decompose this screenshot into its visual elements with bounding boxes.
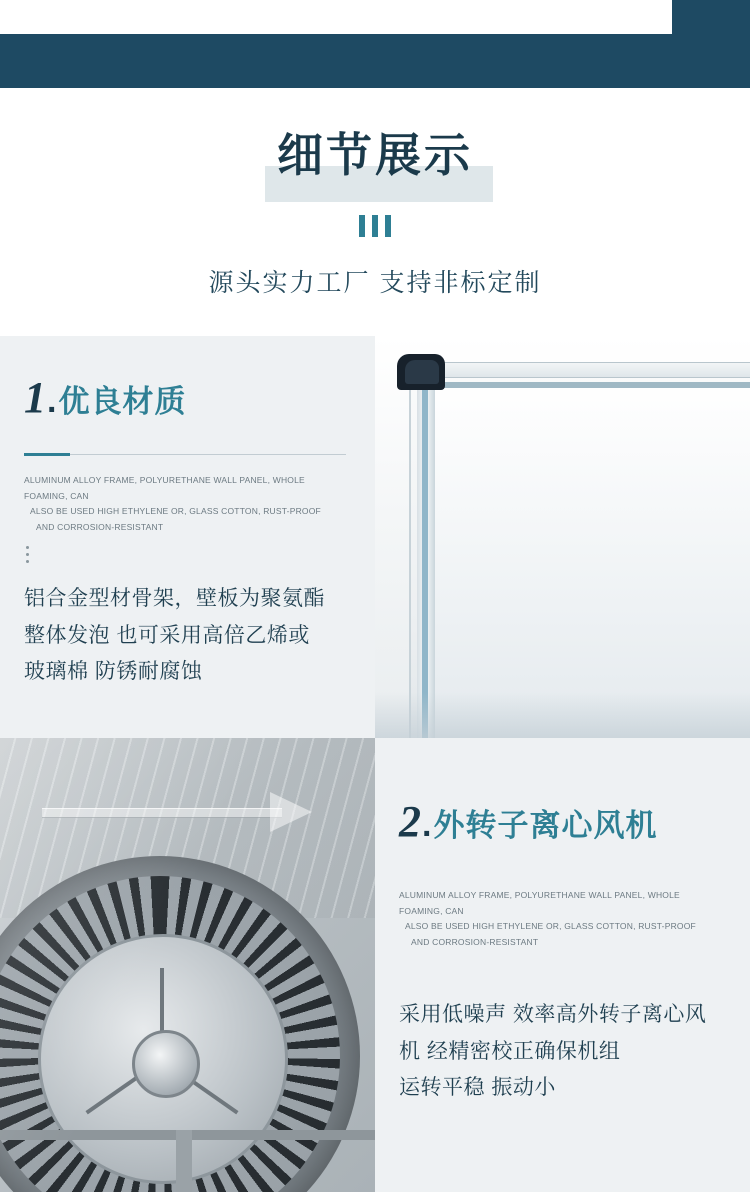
fan-photo-gloss	[0, 738, 375, 1192]
section-body-text	[399, 997, 726, 1107]
section-title: 外转子离心风机	[433, 808, 658, 843]
panel-photo-graphic	[375, 336, 750, 738]
section-material-heading	[24, 373, 347, 422]
top-banner-white-block	[0, 0, 672, 34]
aluminum-frame-panel-photo	[375, 336, 750, 738]
section-fan-heading	[399, 797, 726, 846]
section-fan	[0, 738, 750, 1192]
dot-3	[26, 560, 29, 563]
panel-bottom-shadow	[375, 692, 750, 738]
section-number: 1	[24, 373, 46, 422]
body-line-2: 整体发泡 也可采用高倍乙烯或	[24, 623, 310, 647]
page-title: 细节展示	[277, 129, 473, 181]
section-english-text	[399, 888, 726, 951]
section-title: 优良材质	[58, 384, 187, 419]
section-number: 2	[399, 797, 421, 846]
english-line-3: AND CORROSION-RESISTANT	[411, 937, 539, 948]
section-number-dot: .	[47, 382, 57, 420]
vertical-dots-decoration	[26, 546, 347, 563]
bar-2	[372, 215, 378, 237]
section-body-text	[24, 581, 347, 691]
title-wrap	[277, 130, 473, 181]
body-line-3: 玻璃棉 防锈耐腐蚀	[24, 660, 203, 684]
dot-2	[26, 553, 29, 556]
section-english-text	[24, 473, 347, 536]
dot-1	[26, 546, 29, 549]
fan-photo-graphic	[0, 738, 375, 1192]
decorative-bars	[0, 215, 750, 237]
bar-3	[385, 215, 391, 237]
section-divider	[24, 454, 346, 455]
panel-shade	[435, 388, 750, 738]
english-line-2: ALSO BE USED HIGH ETHYLENE OR, GLASS COTTON, RUST-PROOF	[405, 921, 696, 932]
page-subtitle: 源头实力工厂 支持非标定制	[208, 268, 542, 297]
panel-top-rail-blue	[409, 382, 750, 388]
panel-vertical-blue-strip	[422, 380, 428, 738]
body-line-3: 运转平稳 振动小	[399, 1076, 556, 1100]
section-number-dot: .	[422, 806, 432, 844]
section-material	[0, 336, 750, 738]
body-line-1: 采用低噪声 效率高外转子离心风	[399, 1002, 707, 1026]
header	[0, 88, 750, 336]
bar-1	[359, 215, 365, 237]
body-line-1: 铝合金型材骨架，壁板为聚氨酯	[24, 586, 325, 610]
section-fan-text	[375, 738, 750, 1192]
english-line-3: AND CORROSION-RESISTANT	[36, 522, 164, 533]
top-banner-strip	[0, 0, 750, 88]
panel-top-rail	[409, 362, 750, 378]
top-banner-dark-edge	[672, 0, 750, 34]
centrifugal-fan-photo	[0, 738, 375, 1192]
panel-corner-joint-inner	[405, 360, 439, 384]
body-line-2: 机 经精密校正确保机组	[399, 1039, 621, 1063]
english-line-1: ALUMINUM ALLOY FRAME, POLYURETHANE WALL PANEL, WHOLE FOAMING, CAN	[24, 475, 305, 501]
section-material-text	[0, 336, 375, 738]
english-line-2: ALSO BE USED HIGH ETHYLENE OR, GLASS COTTON, RUST-PROOF	[30, 506, 321, 517]
english-line-1: ALUMINUM ALLOY FRAME, POLYURETHANE WALL PANEL, WHOLE FOAMING, CAN	[399, 890, 680, 916]
